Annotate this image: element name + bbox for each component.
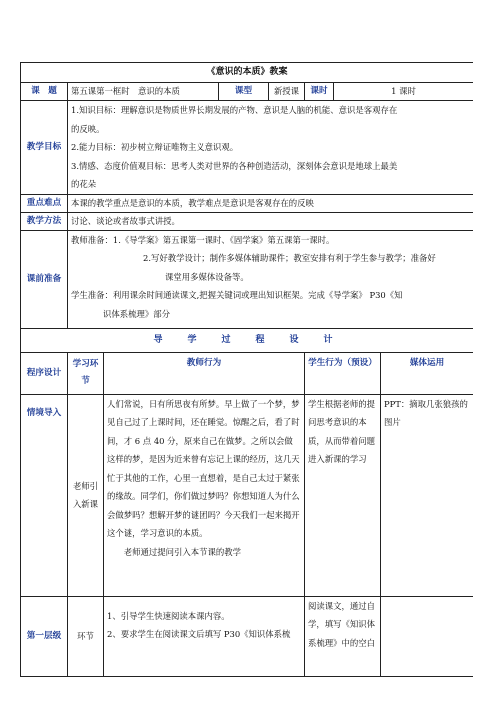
level1-teacher <box>104 596 305 676</box>
period-label: 课时 <box>305 83 334 101</box>
period-value: 1 课时 <box>334 83 474 101</box>
intro-link: 老师引入新课 <box>68 394 104 596</box>
design-header: 导 学 过 程 设 计 <box>21 328 474 352</box>
prep-line: 课堂用多媒体设备等。 <box>165 271 249 282</box>
col-teacher: 教师行为 <box>104 352 305 394</box>
topic-value: 第五课第一框时 意识的本质 <box>68 83 219 101</box>
prep-line: 学生准备：利用课余时间通读课文,把握关键词或理出知识框架。完成《导学案》 P30《知 <box>71 290 403 300</box>
col-student: 学生行为（预设） <box>305 352 381 394</box>
col-program: 程序设计 <box>21 352 68 394</box>
col-media: 媒体运用 <box>381 352 474 394</box>
goal-line: 的花朵 <box>71 179 97 189</box>
level1-link: 环节 <box>68 596 104 676</box>
goals-content <box>68 101 474 195</box>
intro-media: PPT：摘取几张狼孩的图片 <box>381 394 474 596</box>
prep-content <box>68 230 474 328</box>
prep-line: 教师准备：1.《导学案》第五课第一课时、《固学案》第五课第一课时。 <box>71 234 335 245</box>
prep-label: 课前准备 <box>21 230 68 328</box>
keypoints-label: 重点难点 <box>21 194 68 212</box>
goal-line: 2.能力目标：初步树立辩证唯物主义意识观。 <box>71 142 239 152</box>
level1-media <box>381 596 474 676</box>
lesson-plan-table <box>20 62 473 677</box>
intro-teacher-tail: 老师通过提问引入本节课的教学 <box>123 546 242 557</box>
intro-stage: 情境导入 <box>21 394 68 596</box>
topic-label: 课 题 <box>21 83 68 101</box>
intro-teacher <box>104 394 305 596</box>
methods-label: 教学方法 <box>21 212 68 230</box>
methods-value: 讨论、谈论或者故事式讲授。 <box>68 212 474 230</box>
level1-student: 阅读课文，通过自学，填写《知识体系梳理》中的空白 <box>305 596 381 676</box>
lesson-type-label: 课型 <box>219 83 269 101</box>
level1-teacher-line: 2、要求学生在阅读课文后填写 P30《知识体系梳 <box>107 629 291 639</box>
goals-label: 教学目标 <box>21 101 68 195</box>
keypoints-value: 本课的教学重点是意识的本质，教学难点是意识是客观存在的反映 <box>68 194 474 212</box>
level1-teacher-line: 1、引导学生快速阅读本课内容。 <box>107 610 230 621</box>
lesson-type-value: 新授课 <box>269 83 305 101</box>
goal-line: 的反映。 <box>71 123 105 134</box>
prep-line: 2.写好教学设计；制作多媒体辅助课件；教室安排有利于学生参与教学；准备好 <box>143 253 436 263</box>
col-link: 学习环节 <box>68 352 104 394</box>
document-title: 《意识的本质》教案 <box>21 63 474 83</box>
level1-stage: 第一层级 <box>21 596 68 676</box>
intro-teacher-text: 人们常说，日有所思夜有所梦。早上做了一个梦，梦见自己过了上课时间，还在睡觉。惊醒之后，看了时间，才 6 点 40 分，原来自己在做梦。之所以会做这样的梦，是因为近来曾有忘记上课的经历，这几天忙于其他的工作，心里一直想着，是自己太过于紧张的缘故。同学们，你们做过梦吗？你想知道人为什么会做梦吗？想解开梦的谜团吗？今天我们一起来揭开这个谜，学习意识的本质。 <box>107 398 300 538</box>
goal-line: 1.知识目标：理解意识是物质世界长期发展的产物、意识是人脑的机能、意识是客观存在 <box>71 105 398 115</box>
intro-student: 学生根据老师的提问思考意识的本质，从而带着问题进入新课的学习 <box>305 394 381 596</box>
lesson-plan-page <box>20 62 473 702</box>
goal-line: 3.情感、态度价值观目标：思考人类对世界的各种创造活动，深刻体会意识是地球上最美 <box>71 160 398 171</box>
prep-line: 识体系梳理》部分 <box>103 308 170 319</box>
